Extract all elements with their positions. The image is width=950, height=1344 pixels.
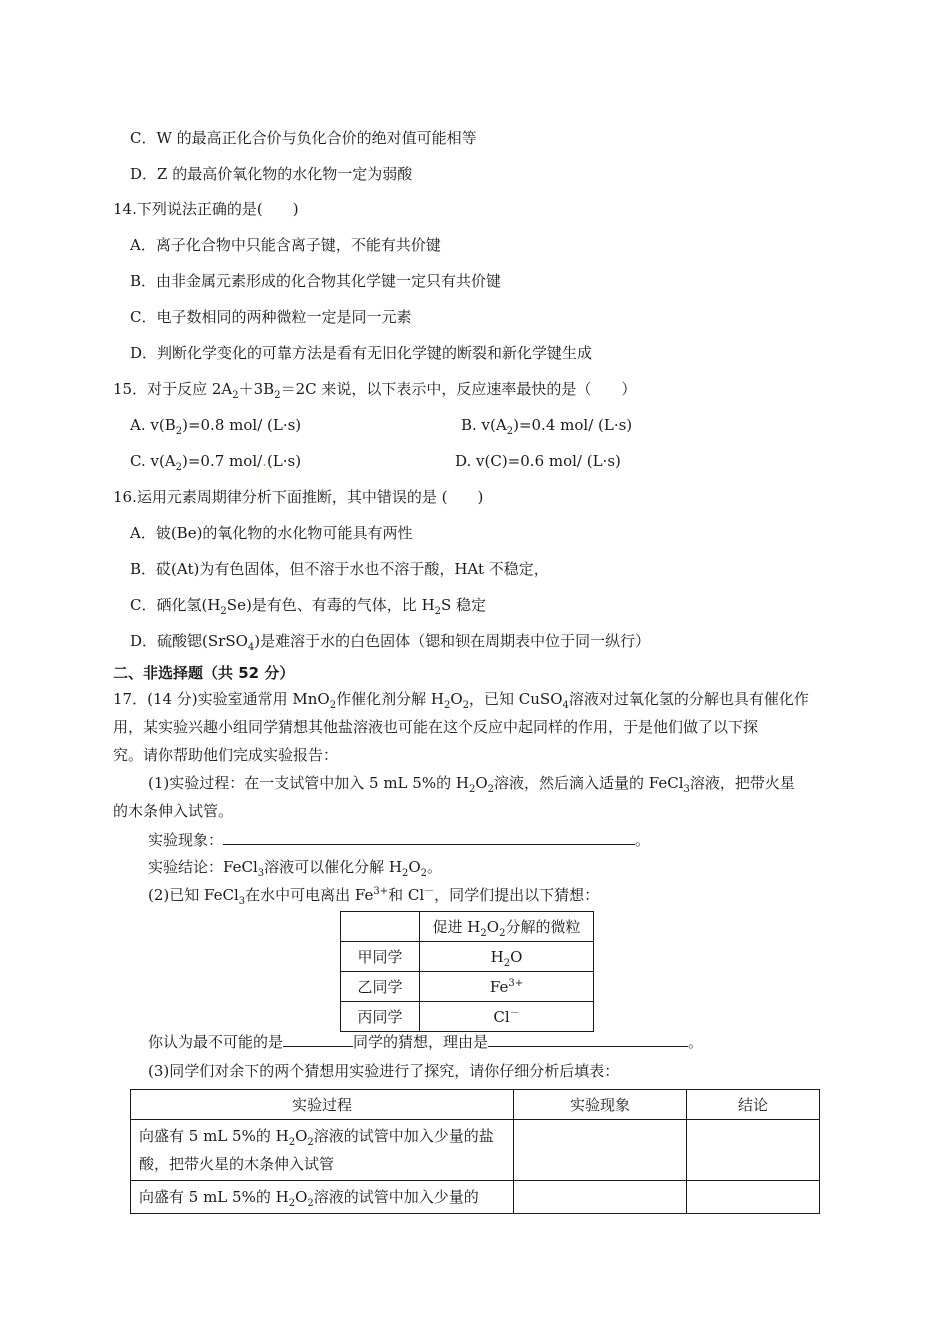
q17-conclusion: 实验结论：FeCl$_3$溶液可以催化分解 $H_2O_2$。 bbox=[148, 858, 443, 879]
q14-option-a: A．离子化合物中只能含离子键，不能有共价键 bbox=[130, 236, 441, 254]
q14-option-c: C．电子数相同的两种微粒一定是同一元素 bbox=[130, 308, 412, 326]
phenomenon-answer-cell[interactable] bbox=[514, 1120, 687, 1181]
q13-option-c: C．W 的最高正化合价与负化合价的绝对值可能相等 bbox=[130, 129, 477, 147]
q15-option-b: B. $v(A_2)=0.4$ mol/ (L·s) bbox=[461, 416, 633, 437]
table-row bbox=[131, 1181, 820, 1214]
q17-stem-line1: 17．(14 分)实验室通常用 MnO$_2$作催化剂分解 $H_2O_2$，已知 CuSO$_4$溶液对过氧化氢的分解也具有催化作 bbox=[113, 690, 809, 711]
table-row bbox=[341, 1002, 594, 1032]
q16-option-c: C．硒化氢$(H_2Se)$是有色、有毒的气体，比 $H_2S$ 稳定 bbox=[130, 596, 487, 617]
table-row bbox=[341, 912, 594, 942]
particle-cell: Cl－ bbox=[420, 1002, 594, 1032]
table-row bbox=[131, 1090, 820, 1120]
q16-option-d: D．硫酸锶(SrSO$_4$)是难溶于水的白色固体（锶和钡在周期表中位于同一纵行） bbox=[130, 632, 651, 653]
q15-option-a: A. $v(B_2)=0.8$ mol/ (L·s) bbox=[130, 416, 302, 437]
student-cell: 甲同学 bbox=[341, 942, 420, 972]
q15-option-d: D. v(C)=0.6 mol/ (L·s) bbox=[455, 452, 621, 470]
q14-stem: 14.下列说法正确的是( ) bbox=[113, 200, 299, 218]
particle-cell: $Fe^{3+}$ bbox=[420, 972, 594, 1002]
conclusion-answer-cell[interactable] bbox=[687, 1181, 820, 1214]
q16-option-b: B．砹(At)为有色固体，但不溶于水也不溶于酸，HAt 不稳定， bbox=[130, 560, 549, 578]
header-process: 实验过程 bbox=[131, 1090, 514, 1120]
q17-part3: (3)同学们对余下的两个猜想用实验进行了探究，请你仔细分析后填表： bbox=[148, 1062, 620, 1080]
reason-blank[interactable] bbox=[488, 1030, 688, 1047]
student-cell: 丙同学 bbox=[341, 1002, 420, 1032]
table-cell bbox=[341, 912, 420, 942]
q17-least-likely: 你认为最不可能的是 同学的猜想，理由是 。 bbox=[148, 1030, 703, 1053]
q14-option-b: B．由非金属元素形成的化合物其化学键一定只有共价键 bbox=[130, 272, 502, 290]
experiment-table bbox=[130, 1089, 820, 1214]
q17-part2: (2)已知 FeCl$_3$在水中可电离出 $Fe^{3+}$和 Cl－，同学们提出以下猜想： bbox=[148, 886, 600, 907]
section-heading: 二、非选择题（共 52 分） bbox=[113, 664, 295, 682]
guess-table bbox=[340, 911, 594, 1032]
q16-option-a: A．铍(Be)的氧化物的水化物可能具有两性 bbox=[130, 524, 413, 542]
q17-part1: (1)实验过程：在一支试管中加入 5 mL 5%的 $H_2O_2$溶液，然后滴入适量的 FeCl$_3$溶液，把带火星 bbox=[148, 774, 795, 795]
table-row bbox=[131, 1120, 820, 1181]
q17-part1-line2: 的木条伸入试管。 bbox=[113, 802, 234, 820]
conclusion-answer-cell[interactable] bbox=[687, 1120, 820, 1181]
student-cell: 乙同学 bbox=[341, 972, 420, 1002]
table-row bbox=[341, 972, 594, 1002]
table-header: 促进 $H_2O_2$分解的微粒 bbox=[420, 912, 594, 942]
phenomenon-answer-blank[interactable] bbox=[223, 828, 635, 845]
q13-option-d: D．Z 的最高价氧化物的水化物一定为弱酸 bbox=[130, 165, 413, 183]
header-phenomenon: 实验现象 bbox=[514, 1090, 687, 1120]
q17-stem-line3: 究。请你帮助他们完成实验报告： bbox=[113, 746, 339, 764]
q16-stem: 16.运用元素周期律分析下面推断，其中错误的是 ( ) bbox=[113, 488, 484, 506]
header-conclusion: 结论 bbox=[687, 1090, 820, 1120]
particle-cell: $H_2O$ bbox=[420, 942, 594, 972]
q15-option-c: C. $v(A_2)=0.7$ mol/.(L·s) bbox=[130, 452, 302, 473]
q15-stem: 15．对于反应 $2A_2+3B_2=2C$ 来说，以下表示中，反应速率最快的是（ ） bbox=[113, 380, 637, 401]
q14-option-d: D．判断化学变化的可靠方法是看有无旧化学键的断裂和新化学键生成 bbox=[130, 344, 593, 362]
table-row bbox=[341, 942, 594, 972]
least-likely-student-blank[interactable] bbox=[283, 1030, 353, 1047]
process-cell: 向盛有 5 mL 5%的 $H_2O_2$溶液的试管中加入少量的 bbox=[131, 1181, 514, 1214]
process-cell: 向盛有 5 mL 5%的 $H_2O_2$溶液的试管中加入少量的盐酸，把带火星的木条伸入试管 bbox=[131, 1120, 514, 1181]
q17-phenomenon: 实验现象： 。 bbox=[148, 828, 650, 851]
q17-stem-line2: 用，某实验兴趣小组同学猜想其他盐溶液也可能在这个反应中起同样的作用，于是他们做了以下探 bbox=[113, 718, 759, 736]
phenomenon-answer-cell[interactable] bbox=[514, 1181, 687, 1214]
